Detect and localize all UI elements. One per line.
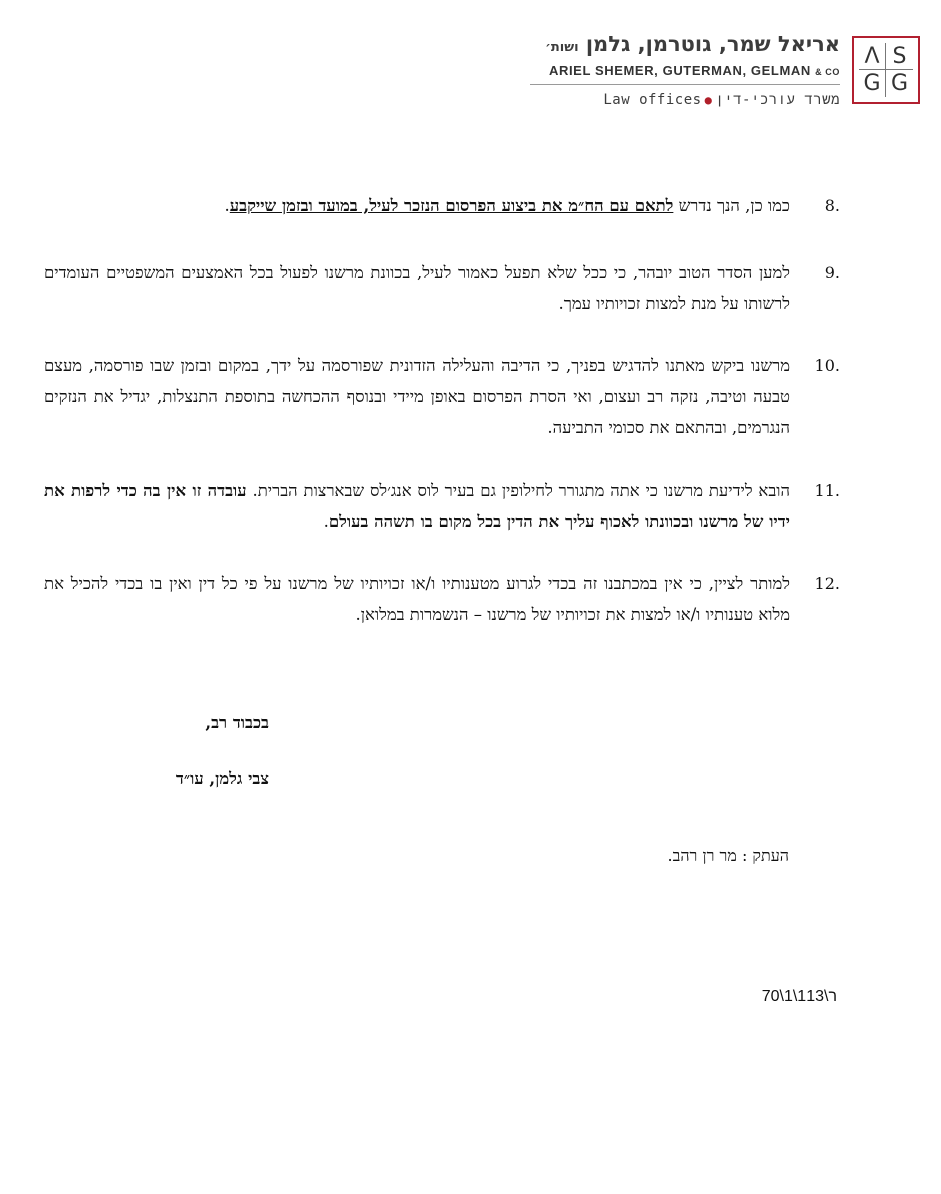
logo-letter-top-right: S xyxy=(886,43,913,70)
paragraph-number: 8. xyxy=(824,196,840,215)
paragraph-text-end: . xyxy=(323,512,329,531)
firm-subtitle-english: Law offices xyxy=(603,92,702,108)
firm-name-hebrew-suffix: ושות׳ xyxy=(545,40,579,55)
paragraph-text: הובא לידיעת מרשנו כי אתה מתגורר לחילופין גם בעיר לוס אנג׳לס שבארצות הברית. xyxy=(246,481,790,500)
letterhead-divider xyxy=(530,84,840,85)
logo-letter-bottom-right: G xyxy=(890,71,909,96)
paragraph-11 xyxy=(44,475,840,537)
letterhead xyxy=(520,30,840,109)
paragraph-number: 12. xyxy=(814,574,840,593)
firm-name-english-suffix: & CO xyxy=(815,67,840,77)
firm-logo xyxy=(852,36,920,104)
paragraph-8 xyxy=(44,190,840,221)
paragraph-emphasis: לתאם עם הח״מ את ביצוע הפרסום הנזכר לעיל, במועד ובזמן שייקבע xyxy=(229,196,674,215)
paragraph-number: 11. xyxy=(814,481,840,500)
paragraph-text-end: . xyxy=(224,196,230,215)
firm-name-hebrew xyxy=(520,30,840,62)
paragraph-9 xyxy=(44,257,840,319)
firm-subtitle-hebrew: משרד עורכי-דין xyxy=(715,92,840,108)
paragraph-number: 9. xyxy=(824,263,840,282)
logo-letter-bottom-left: G xyxy=(859,70,886,97)
paragraph-12 xyxy=(44,568,840,630)
subtitle-separator-dot: ● xyxy=(704,93,713,107)
cc-line: העתק : מר רן רהב. xyxy=(667,846,789,865)
paragraph-text: מרשנו ביקש מאתנו להדגיש בפניך, כי הדיבה והעלילה הזדונית שפורסמה על ידך, במקום ובזמן שבו פורסמה, מעצם טבעה וטיבה, נזקה רב ועצום, ואי הסרת הפרסום באופן מיידי ובנוסף ההכחשה בתוספת התנצלות, יגדיל את הנזקים הנגרמים, ובהתאם את סכומי התביעה. xyxy=(44,356,790,437)
firm-name-english-main: ARIEL SHEMER, GUTERMAN, GELMAN xyxy=(548,63,811,78)
paragraph-text: למען הסדר הטוב יובהר, כי ככל שלא תפעל כאמור לעיל, בכוונת מרשנו לפעול בכל האמצעים המשפטיים העומדים לרשותו על מנת למצות זכויותיו עמך. xyxy=(44,263,790,313)
paragraph-text: למותר לציין, כי אין במכתבנו זה בכדי לגרוע מטענותיו ו/או זכויותיו של מרשנו על פי כל דין ואין בו בכדי להכיל את מלוא טענותיו ו/או למצות את זכויותיו של מרשנו – הנשמרות במלואן. xyxy=(44,574,790,624)
logo-letter-top-left: Λ xyxy=(859,43,886,70)
reference-number: ר\113\1\70 xyxy=(761,988,837,1005)
firm-name-english xyxy=(520,62,840,81)
signature-name: צבי גלמן, עו״ד xyxy=(175,769,269,788)
paragraph-text: כמו כן, הנך נדרש xyxy=(673,196,790,215)
firm-subtitle xyxy=(520,91,840,109)
paragraph-number: 10. xyxy=(814,356,840,375)
paragraph-emphasis: עובדה זו אין בה כדי לרפות את ידיו של מרשנו ובכוונתו לאכוף עליך את הדין בכל מקום בו תשהה בעולם xyxy=(44,481,790,531)
paragraph-10 xyxy=(44,350,840,443)
firm-name-hebrew-main: אריאל שמר, גוטרמן, גלמן xyxy=(585,32,840,56)
closing-regards: בכבוד רב, xyxy=(205,713,269,732)
